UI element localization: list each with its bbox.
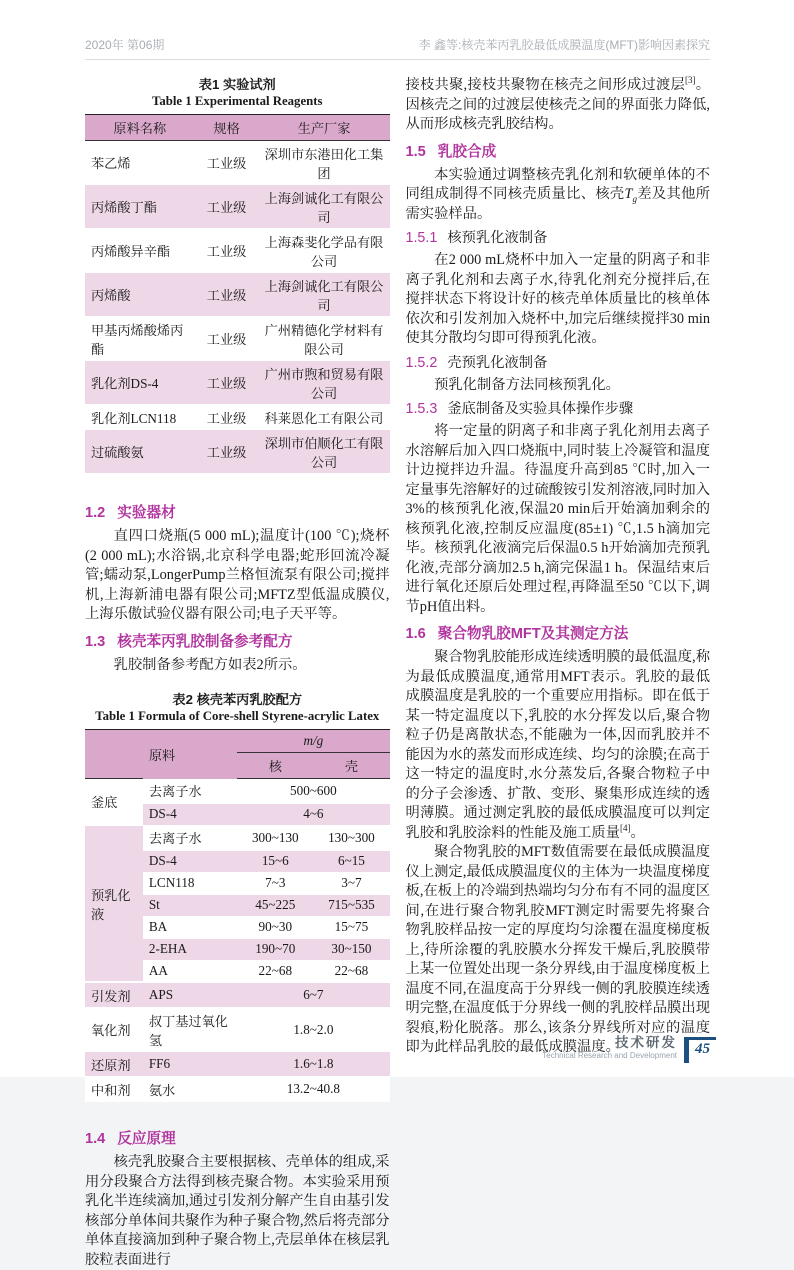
table-row — [85, 1008, 390, 1052]
section-title: 釜底制备及实验具体操作步骤 — [447, 401, 634, 417]
cell-material: DS-4 — [143, 803, 237, 825]
text-segment: 聚合物乳胶能形成连续透明膜的最低温度,称为最低成膜温度,通常用MFT表示。乳胶的最低成膜温度是乳胶的一个重要应用指标。即在低于某一特定温度以下,乳胶的水分挥发以后,聚合物粒子仍是离散状态,不能融为一体,因而乳胶并不能因为水的蒸发而形成连续、均匀的涂膜;在高于这一特定的温度时,水分蒸发后,各聚合物粒子中的分子会渗透、扩散、变形、聚集形成连续的透明薄膜。通过测定乳胶的最低成膜温度可以判定乳胶和乳胶涂料的性能及施工质量 — [405, 649, 710, 841]
table2-header-row1 — [85, 730, 390, 753]
table-row — [85, 229, 390, 273]
issue-label: 2020年 第06期 — [85, 38, 165, 52]
cell-name: 过硫酸氨 — [85, 430, 195, 474]
section-1-3-paragraph: 乳胶制备参考配方如表2所示。 — [113, 656, 307, 673]
cell-value: 1.6~1.8 — [237, 1052, 389, 1077]
cell-core: 22~68 — [237, 960, 313, 982]
cell-value: 6~7 — [237, 982, 389, 1008]
table-row — [85, 430, 390, 474]
cell-mfr: 上海森斐化学品有限公司 — [259, 229, 390, 273]
table-row — [85, 361, 390, 405]
cell-material: LCN118 — [143, 872, 237, 894]
cell-core: 300~130 — [237, 825, 313, 850]
page-number-badge: 45 — [684, 1037, 716, 1063]
footer-label-zh: 技术研发 — [615, 1035, 677, 1050]
footer-label-en: Technical Research and Development — [542, 1051, 677, 1060]
cell-value: 4~6 — [237, 803, 389, 825]
two-column-body — [85, 76, 710, 1270]
text-segment: 本实验通过调整核壳乳化剂和软硬单体的不同组成制得不同核壳质量比、核壳 — [405, 166, 710, 202]
section-1-5-1-paragraph: 在2 000 mL烧杯中加入一定量的阴离子和非离子乳化剂和去离子水,待乳化剂充分搅拌后,在搅拌状态下将设计好的核壳单体质量比的核单体依次和引发剂加入烧杯中,加完后继续搅拌30 min使其分散均匀即可得预乳化液。 — [405, 252, 710, 346]
section-number: 1.4 — [85, 1131, 106, 1147]
citation-ref-4: [4] — [619, 822, 631, 833]
tg-symbol: T — [624, 186, 633, 202]
table2-caption-zh: 表2 核壳苯丙乳胶配方 — [172, 692, 303, 707]
table2-col-mg — [237, 730, 389, 753]
table-row — [85, 273, 390, 317]
cell-core: 190~70 — [237, 938, 313, 960]
section-heading-1-6 — [406, 623, 711, 645]
footer-labels — [542, 1035, 677, 1061]
text-segment: 。因核壳之间的过渡层使核壳之间的界面张力降低,从而形成核壳乳胶结构。 — [405, 77, 710, 132]
table2-col-material: 原料 — [143, 730, 237, 779]
cell-material: FF6 — [143, 1052, 237, 1077]
section-1-2-paragraph: 直四口烧瓶(5 000 mL);温度计(100 ℃);烧杯(2 000 mL);水浴锅,北京科学电器;蛇形回流冷凝管;蠕动泵,LongerPump兰格恒流泵有限公司;搅拌机,上海新浦电器有限公司;MFTZ型低温成膜仪,上海乐傲试验仪器有限公司;电子天平等。 — [85, 528, 390, 622]
section-title: 乳胶合成 — [437, 143, 497, 160]
section-title: 核壳苯丙乳胶制备参考配方 — [117, 633, 293, 650]
continuation-paragraph — [406, 76, 711, 135]
table2-col-core: 核 — [237, 753, 313, 779]
right-column — [406, 76, 711, 1270]
cell-material: 去离子水 — [143, 825, 237, 850]
cell-core: 7~3 — [237, 872, 313, 894]
section-1-6-paragraph-2: 聚合物乳胶的MFT数值需要在最低成膜温度仪上测定,最低成膜温度仪的主体为一块温度梯度板,在板上的冷端到热端均匀分布有不同的温度区间,在进行聚合物乳胶MFT测定时需要先将聚合物乳胶样品按一定的厚度均匀涂覆在温度梯度板上,待所涂覆的乳胶膜水分挥发干燥后,乳胶膜带上某一位置处出现一条分界线,由于温度梯度板上温度不同,在温度高于分界线一侧的乳胶膜连续透明完整,在温度低于分界线一侧的乳胶样品膜出现裂痕,粉化脱落。那么,该条分界线所对应的温度即为此样品乳胶的最低成膜温度。 — [405, 844, 710, 1055]
cell-value: 500~600 — [237, 779, 389, 804]
section-1-6-paragraph-1 — [406, 648, 711, 843]
mg-label: m/g — [303, 733, 324, 748]
group-cell-zhongheji: 中和剂 — [85, 1077, 143, 1102]
section-1-4-paragraph: 核壳乳胶聚合主要根据核、壳单体的组成,采用分段聚合方法得到核壳聚合物。本实验采用预乳化半连续滴加,通过引发剂分解产生自由基引发核部分单体间共聚作为种子聚合物,然后将壳部分单体直接滴加到种子聚合物上,壳层单体在核层乳胶粒表面进行 — [85, 1154, 390, 1268]
cell-mfr: 深圳市东港田化工集团 — [259, 141, 390, 185]
section-heading-1-5-3 — [406, 399, 711, 420]
cell-name: 甲基丙烯酸烯丙酯 — [85, 317, 195, 361]
section-number: 1.5.2 — [405, 354, 438, 371]
cell-name: 乳化剂DS-4 — [85, 361, 195, 405]
section-number: 1.3 — [85, 633, 106, 650]
cell-material: 去离子水 — [143, 779, 237, 804]
cell-mfr: 深圳市伯顺化工有限公司 — [259, 430, 390, 474]
table-row — [85, 982, 390, 1008]
section-title: 聚合物乳胶MFT及其测定方法 — [437, 626, 629, 642]
table1-col-name: 原料名称 — [85, 115, 195, 141]
cell-grade: 工业级 — [195, 185, 259, 229]
cell-shell: 715~535 — [313, 894, 389, 916]
cell-grade: 工业级 — [195, 361, 259, 405]
cell-name: 丙烯酸丁酯 — [85, 185, 195, 229]
cell-shell: 6~15 — [313, 850, 389, 872]
section-heading-1-5 — [406, 141, 711, 163]
cell-shell: 22~68 — [313, 960, 389, 982]
cell-grade: 工业级 — [195, 430, 259, 474]
section-title: 核预乳化液制备 — [447, 230, 548, 246]
running-header — [85, 36, 710, 60]
table-row — [85, 405, 390, 430]
table2-col-group — [85, 730, 143, 753]
section-heading-1-5-2 — [406, 353, 711, 374]
group-cell-huanyuanji: 还原剂 — [85, 1052, 143, 1077]
cell-name: 丙烯酸 — [85, 273, 195, 317]
tg-subscript: g — [632, 193, 637, 204]
table1-caption-en: Table 1 Experimental Reagents — [151, 94, 323, 108]
table1-col-grade: 规格 — [195, 115, 259, 141]
group-cell-yanghuaji: 氧化剂 — [85, 1008, 143, 1052]
cell-shell: 30~150 — [313, 938, 389, 960]
section-heading-1-4 — [85, 1128, 390, 1150]
text-segment: 。 — [630, 824, 645, 841]
cell-mfr: 上海剑诚化工有限公司 — [259, 185, 390, 229]
table-row — [85, 317, 390, 361]
table2-caption-en: Table 1 Formula of Core-shell Styrene-acrylic Latex — [95, 709, 380, 723]
cell-core: 15~6 — [237, 850, 313, 872]
cell-grade: 工业级 — [195, 317, 259, 361]
cell-core: 90~30 — [237, 916, 313, 938]
cell-material: BA — [143, 916, 237, 938]
cell-material: 氨水 — [143, 1077, 237, 1102]
table2-col-group2 — [85, 753, 143, 779]
cell-material: 2-EHA — [143, 938, 237, 960]
cell-name: 苯乙烯 — [85, 141, 195, 185]
table-row — [85, 1052, 390, 1077]
page-footer — [542, 1035, 716, 1063]
cell-name: 丙烯酸异辛酯 — [85, 229, 195, 273]
cell-material: St — [143, 894, 237, 916]
cell-grade: 工业级 — [195, 141, 259, 185]
cell-shell: 130~300 — [313, 825, 389, 850]
group-cell-yuruhua: 预乳化液 — [85, 825, 143, 982]
cell-shell: 3~7 — [313, 872, 389, 894]
cell-name: 乳化剂LCN118 — [85, 405, 195, 430]
section-title: 反应原理 — [117, 1131, 176, 1147]
section-heading-1-5-1 — [406, 228, 711, 249]
cell-grade: 工业级 — [195, 229, 259, 273]
section-number: 1.2 — [85, 505, 106, 521]
group-cell-fudi: 釜底 — [85, 779, 143, 826]
section-1-5-3-paragraph: 将一定量的阴离子和非离子乳化剂用去离子水溶解后加入四口烧瓶中,同时装上冷凝管和温度计边搅拌边升温。待温度升高到85 ℃时,加入一定量事先溶解好的过硫酸铵引发剂溶液,同时加入3%的核预乳化液,保温20 min后开始滴加剩余的核预乳化液,控制反应温度(85±1) ℃,1.5 h滴加完毕。核预乳化液滴完后保温0.5 h开始滴加壳预乳化液,壳部分滴加2.5 h,滴完保温1 h。保温结束后进行氧化还原后处理过程,再降温至50 ℃以下,调节pH值出料。 — [405, 423, 710, 615]
section-number: 1.6 — [405, 626, 426, 642]
cell-shell: 15~75 — [313, 916, 389, 938]
table2-header-row2 — [85, 753, 390, 779]
table2-col-shell: 壳 — [313, 753, 389, 779]
section-heading-1-3 — [85, 631, 390, 653]
cell-grade: 工业级 — [195, 273, 259, 317]
section-number: 1.5.3 — [405, 401, 438, 417]
cell-material: APS — [143, 982, 237, 1008]
section-number: 1.5.1 — [405, 230, 438, 246]
running-title: 李 鑫等:核壳苯丙乳胶最低成膜温度(MFT)影响因素探究 — [418, 38, 710, 52]
cell-material: AA — [143, 960, 237, 982]
section-1-5-paragraph — [406, 166, 711, 225]
cell-mfr: 科莱恩化工有限公司 — [259, 405, 390, 430]
cell-core: 45~225 — [237, 894, 313, 916]
section-1-5-2-paragraph: 预乳化制备方法同核预乳化。 — [434, 376, 620, 393]
table1-caption-zh: 表1 实验试剂 — [198, 77, 276, 92]
left-column — [85, 76, 390, 1270]
table-row — [85, 185, 390, 229]
table-row — [85, 825, 390, 850]
table2-latex-formula — [85, 729, 390, 1102]
table-row — [85, 141, 390, 185]
cell-material: 叔丁基过氧化氢 — [143, 1008, 237, 1052]
group-cell-yinfaji: 引发剂 — [85, 982, 143, 1008]
table1-experimental-reagents — [85, 114, 390, 474]
citation-ref-3: [3] — [684, 75, 696, 86]
cell-material: DS-4 — [143, 850, 237, 872]
cell-mfr: 广州精德化学材料有限公司 — [259, 317, 390, 361]
text-segment: 接枝共聚,接枝共聚物在核壳之间形成过渡层 — [405, 77, 685, 93]
table1-header-row — [85, 115, 390, 141]
cell-grade: 工业级 — [195, 405, 259, 430]
table1-col-mfr: 生产厂家 — [259, 115, 390, 141]
text-segment: 差及其他所需实验样品。 — [405, 186, 711, 222]
cell-mfr: 广州市煦和贸易有限公司 — [259, 361, 390, 405]
section-heading-1-2 — [85, 502, 390, 524]
cell-value: 1.8~2.0 — [237, 1008, 389, 1052]
section-title: 实验器材 — [117, 505, 176, 521]
section-title: 壳预乳化液制备 — [447, 354, 548, 371]
cell-mfr: 上海剑诚化工有限公司 — [259, 273, 390, 317]
cell-value: 13.2~40.8 — [237, 1077, 389, 1102]
table-row — [85, 1077, 390, 1102]
section-number: 1.5 — [405, 143, 426, 160]
table-row — [85, 779, 390, 804]
